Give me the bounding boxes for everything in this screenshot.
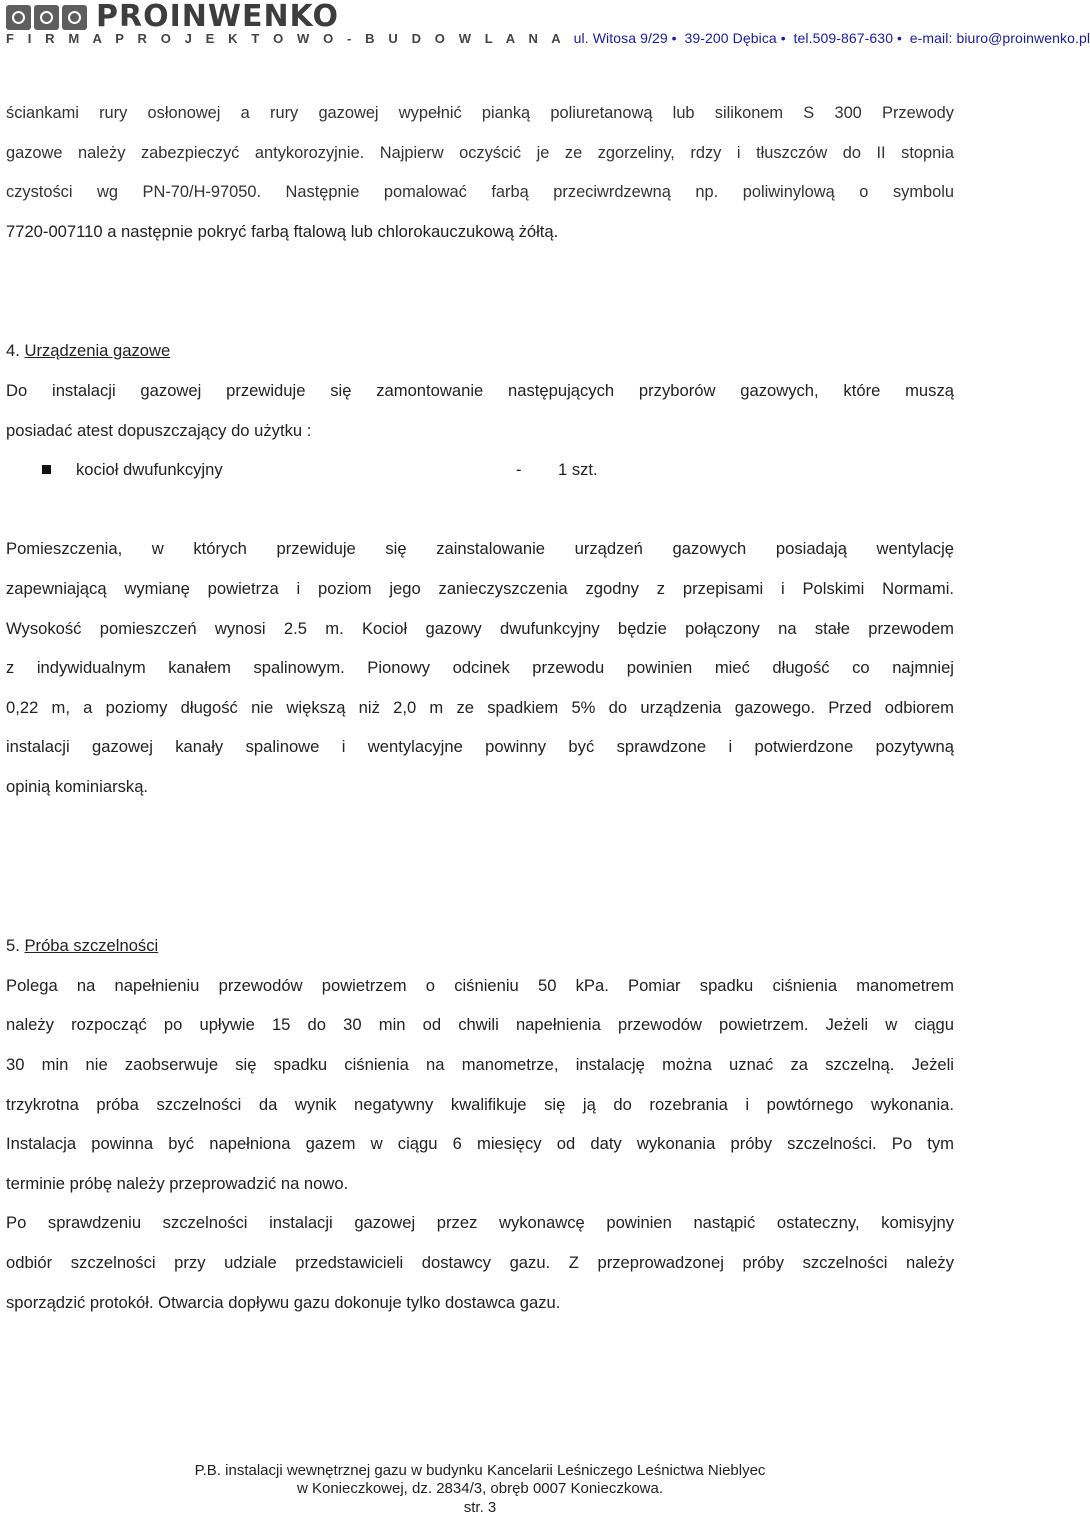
paragraph-line: Do instalacji gazowej przewiduje się zamontowanie następujących przyborów gazowych, które muszą: [6, 381, 954, 400]
section-title: Urządzenia gazowe: [24, 341, 171, 360]
paragraph-line: 30 min nie zaobserwuje się spadku ciśnienia na manometrze, instalację można uznać za szczelną. Jeżeli: [6, 1055, 954, 1074]
firm-contact-line: [6, 30, 1090, 46]
firm-postal: 39-200 Dębica: [684, 30, 777, 46]
paragraph-line: 7720-007110 a następnie pokryć farbą ftalową lub chlorokauczukową żółtą.: [6, 222, 559, 241]
paragraph-line: Wysokość pomieszczeń wynosi 2.5 m. Kocioł gazowy dwufunkcyjny będzie połączony na stałe przewodem: [6, 619, 954, 638]
separator-dot: •: [671, 30, 677, 46]
paragraph-line: sporządzić protokół. Otwarcia dopływu gazu dokonuje tylko dostawca gazu.: [6, 1293, 561, 1312]
bullet-icon: [42, 465, 51, 474]
firm-address: ul. Witosa 9/29: [573, 30, 668, 46]
separator-dot: •: [896, 30, 902, 46]
paragraph-line: terminie próbę należy przeprowadzić na nowo.: [6, 1174, 349, 1193]
paragraph-line: Po sprawdzeniu szczelności instalacji gazowej przez wykonawcę powinien nastąpić ostateczny, komisyjny: [6, 1213, 954, 1232]
letterhead: [0, 0, 1090, 60]
paragraph-line: Polega na napełnieniu przewodów powietrzem o ciśnieniu 50 kPa. Pomiar spadku ciśnienia manometrem: [6, 976, 954, 995]
section-number: 4.: [6, 341, 20, 360]
list-item-dash: -: [516, 460, 522, 479]
section-title: Próba szczelności: [24, 936, 159, 955]
section-heading: [6, 935, 954, 957]
footer-line-2: w Konieczkowej, dz. 2834/3, obręb 0007 Konieczkowa.: [296, 1480, 664, 1497]
logo-mark-icon: [34, 5, 59, 30]
paragraph-line: odbiór szczelności przy udziale przedstawicieli dostawcy gazu. Z przeprowadzonej próby szczelności należy: [6, 1253, 954, 1272]
paragraph-line: gazowe należy zabezpieczyć antykorozyjnie. Najpierw oczyścić je ze zgorzeliny, rdzy i tłuszczów do II stopnia: [6, 144, 954, 162]
firm-description: F I R M A P R O J E K T O W O - B U D O W L A N A: [6, 31, 566, 46]
list-item-quantity: 1 szt.: [558, 460, 598, 479]
paragraph-line: ściankami rury osłonowej a rury gazowej wypełnić pianką poliuretanową lub silikonem S 300 Przewody: [6, 104, 954, 122]
paragraph-line: instalacji gazowej kanały spalinowe i wentylacyjne powinny być sprawdzone i potwierdzone pozytywną: [6, 737, 954, 756]
paragraph-line: czystości wg PN-70/H-97050. Następnie pomalować farbą przeciwrdzewną np. poliwinylową o symbolu: [6, 183, 954, 201]
section-number: 5.: [6, 936, 20, 955]
logo-mark-icon: [6, 5, 31, 30]
company-logo: [6, 2, 339, 32]
paragraph-line: opinią kominiarską.: [6, 777, 149, 796]
firm-phone: tel.509-867-630: [793, 30, 894, 46]
paragraph-line: należy rozpocząć po upływie 15 do 30 min od chwili napełnienia przewodów powietrzem. Jeżeli w ciągu: [6, 1015, 954, 1034]
paragraph-line: Pomieszczenia, w których przewiduje się zainstalowanie urządzeń gazowych posiadają wentylację: [6, 539, 954, 558]
list-item-name: kocioł dwufunkcyjny: [76, 460, 223, 479]
firm-email: e-mail: biuro@proinwenko.pl: [909, 30, 1090, 46]
paragraph-line: z indywidualnym kanałem spalinowym. Pionowy odcinek przewodu powinien mieć długość co najmniej: [6, 658, 954, 677]
separator-dot: •: [780, 30, 786, 46]
page-number: str. 3: [463, 1499, 497, 1516]
paragraph-line: trzykrotna próba szczelności da wynik negatywny kwalifikuje się ją do rozebrania i powtórnego wykonania.: [6, 1095, 954, 1114]
section-heading: [6, 340, 954, 362]
paragraph-line: posiadać atest dopuszczający do użytku :: [6, 421, 312, 440]
logo-text: PROINWENKO: [96, 0, 339, 34]
paragraph-line: Instalacja powinna być napełniona gazem w ciągu 6 miesięcy od daty wykonania próby szczelności. Po tym: [6, 1134, 954, 1153]
paragraph-line: 0,22 m, a poziomy długość nie większą niż 2,0 m ze spadkiem 5% do urządzenia gazowego. Przed odbiorem: [6, 698, 954, 717]
logo-mark-icon: [62, 5, 87, 30]
footer-line-1: P.B. instalacji wewnętrznej gazu w budynku Kancelarii Leśniczego Leśnictwa Nieblyec: [194, 1462, 766, 1479]
paragraph-line: zapewniającą wymianę powietrza i poziom jego zanieczyszczenia zgodny z przepisami i Polskimi Normami.: [6, 579, 954, 598]
